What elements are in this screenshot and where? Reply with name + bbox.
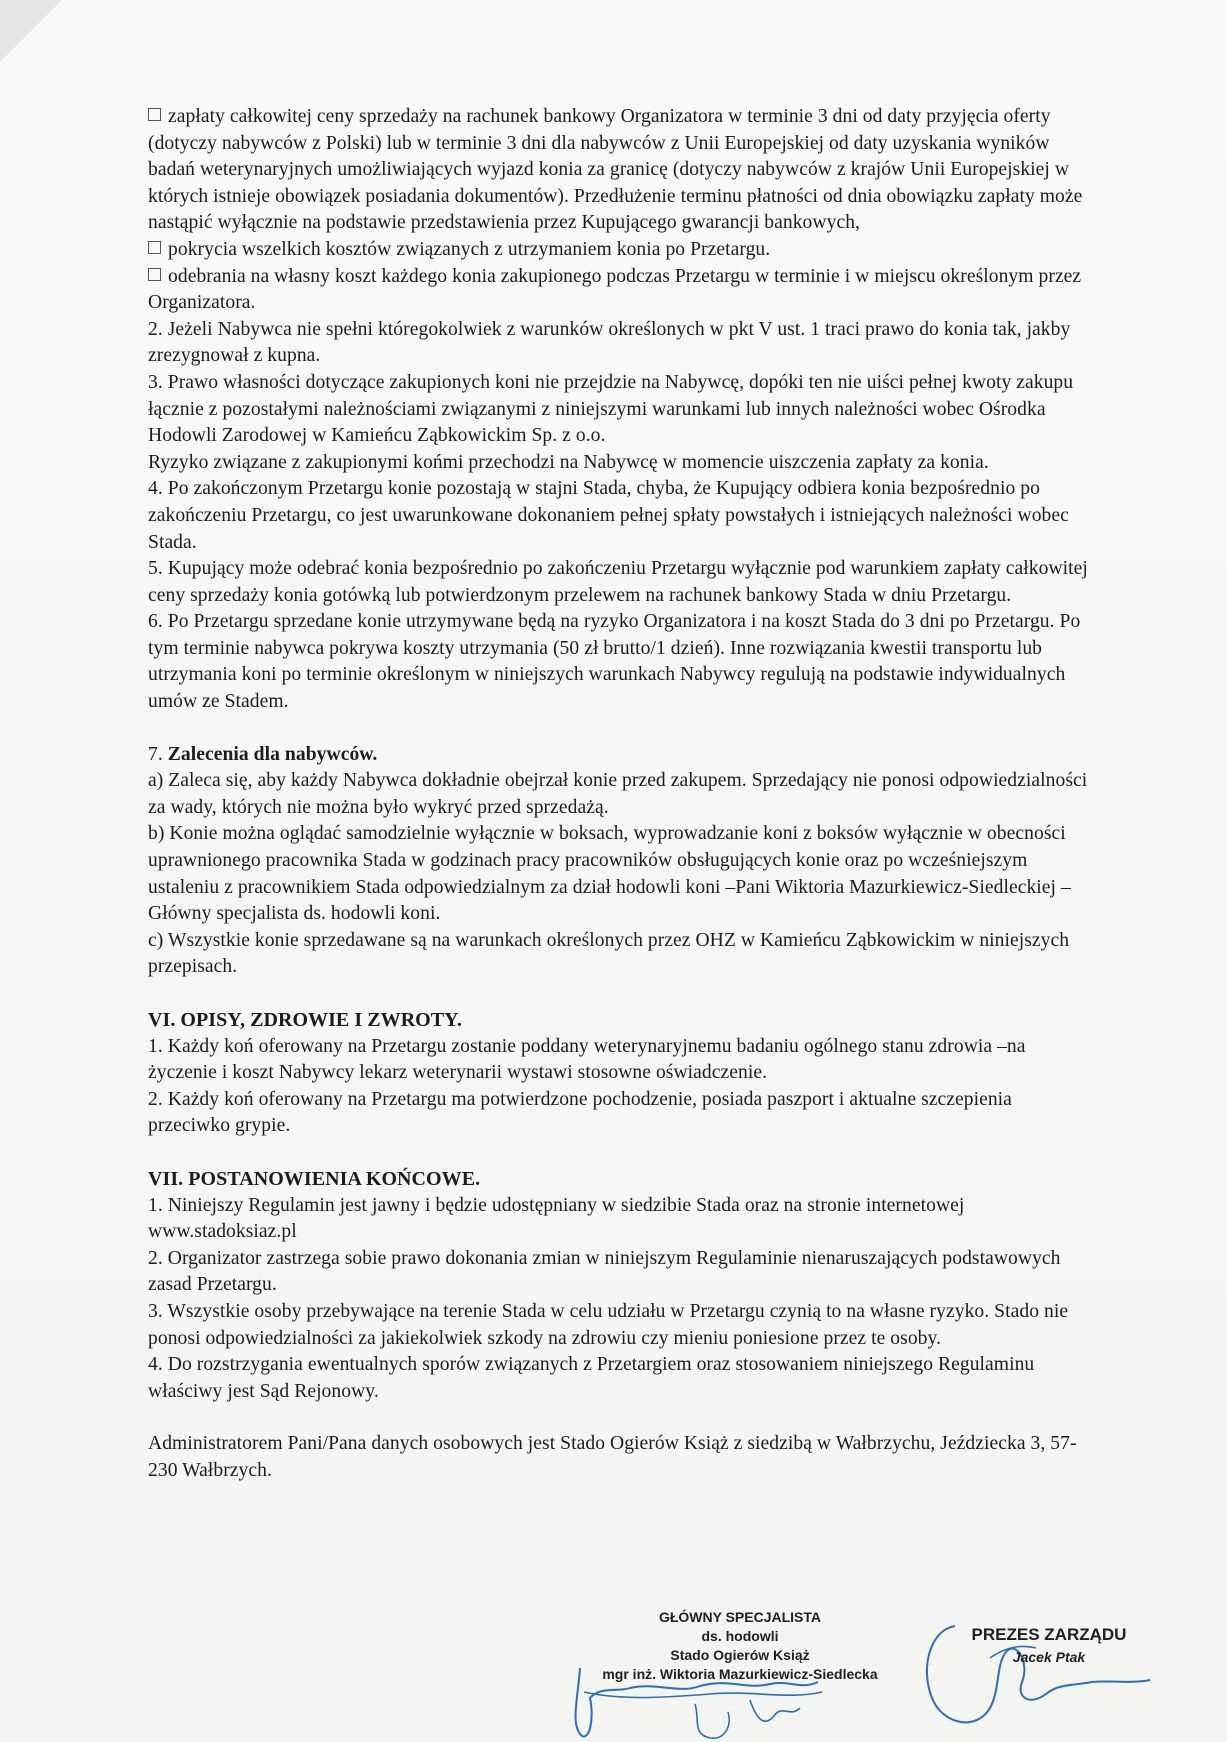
paragraph-3-risk: Ryzyko związane z zakupionymi końmi przechodzi na Nabywcę w momencie uiszczenia zapłaty za konia.: [148, 451, 989, 473]
section-7-a: a) Zaleca się, aby każdy Nabywca dokładnie obejrzał konie przed zakupem. Sprzedający nie ponosi odpowiedzialności za wady, których nie można było wykryć przed sprzedażą.: [148, 770, 1088, 818]
paragraph-2: 2. Jeżeli Nabywca nie spełni któregokolwiek z warunków określonych w pkt V ust. 1 traci prawo do konia tak, jakby zrezygnował z kupna.: [148, 318, 1071, 367]
section-7-b: b) Konie można oglądać samodzielnie wyłącznie w boksach, wyprowadzanie koni z boksów wyłącznie w obecności uprawnionego pracownika Stada w godzinach pracy pracowników obsługujących konie oraz po wcześniejszym ustaleniu z pracownikiem Stada odpowiedzialnym za dział hodowli koni –Pani Wiktoria Mazurkiewicz-Siedleckiej –Główny specjalista ds. hodowli koni.: [148, 823, 1071, 925]
regulation-text: [148, 104, 1098, 1485]
signature-area: [560, 1608, 1180, 1738]
section-vi-item-1: 1. Każdy koń oferowany na Przetargu zostanie poddany weterynaryjnemu badaniu ogólnego stanu zdrowia –na życzenie i koszt Nabywcy lekarz weterynarii wystawi stosowne oświadczenie.: [148, 1035, 1026, 1084]
data-administrator-note: Administratorem Pani/Pana danych osobowych jest Stado Ogierów Książ z siedzibą w Wałbrzychu, Jeździecka 3, 57-230 Wałbrzych.: [148, 1433, 1077, 1481]
stamp-president-name: Jacek Ptak: [1012, 1649, 1086, 1665]
bullet-costs: pokrycia wszelkich kosztów związanych z utrzymaniem konia po Przetargu.: [148, 237, 1098, 264]
section-vii-item-2: 2. Organizator zastrzega sobie prawo dokonania zmian w niniejszym Regulaminie nienaruszających podstawowych zasad Przetargu.: [148, 1247, 1061, 1296]
bullet-payment: zapłaty całkowitej ceny sprzedaży na rachunek bankowy Organizatora w terminie 3 dni od daty przyjęcia oferty (dotyczy nabywców z Polski) lub w terminie 3 dni dla nabywców z Unii Europejskiej od daty uzyskania wyników badań weterynaryjnych umożliwiających wyjazd konia za granicę (dotyczy nabywców z krajów Unii Europejskiej w których istnieje obowiązek posiadania dokumentów). Przedłużenie terminu płatności od dnia obowiązku zapłaty może nastąpić wyłącznie na podstawie przedstawienia przez Kupującego gwarancji bankowych,: [148, 106, 1083, 234]
section-7-heading: 7. Zalecenia dla nabywców.: [148, 743, 378, 765]
section-vii-item-4: 4. Do rozstrzygania ewentualnych sporów związanych z Przetargiem oraz stosowaniem niniejszego Regulaminu właściwy jest Sąd Rejonowy.: [148, 1354, 1035, 1402]
paragraph-5: 5. Kupujący może odebrać konia bezpośrednio po zakończeniu Przetargu wyłącznie pod warunkiem zapłaty całkowitej ceny sprzedaży konia gotówką lub potwierdzonym przelewem na rachunek bankowy Stada w dniu Przetargu.: [148, 558, 1088, 606]
specialist-stamp: [590, 1608, 890, 1684]
stamp-org: Stado Ogierów Książ: [670, 1647, 810, 1663]
paragraph-4: 4. Po zakończonym Przetargu konie pozostają w stajni Stada, chyba, że Kupujący odbiera konia bezpośrednio po zakończeniu Przetargu, co jest uwarunkowane dokonaniem pełnej spłaty powstałych i istniejących należności wobec Stada.: [148, 478, 1069, 553]
checkbox-icon: [148, 268, 161, 281]
bullet-pickup: odebrania na własny koszt każdego konia zakupionego podczas Przetargu w terminie i w miejscu określonym przez Organizatora.: [148, 265, 1082, 314]
president-stamp: [964, 1624, 1134, 1668]
paragraph-3: 3. Prawo własności dotyczące zakupionych koni nie przejdzie na Nabywcę, dopóki ten nie uiści pełnej kwoty zakupu łącznie z pozostałymi należnościami związanymi z niniejszymi warunkami lub innych należności wobec Ośrodka Hodowli Zarodowej w Kamieńcu Ząbkowickim Sp. z o.o.: [148, 371, 1074, 447]
checkbox-icon: [148, 108, 161, 121]
stamp-title: GŁÓWNY SPECJALISTA: [658, 1609, 822, 1625]
section-vi-title: VI. OPISY, ZDROWIE I ZWROTY.: [148, 1009, 462, 1031]
checkbox-icon: [148, 241, 161, 254]
section-vii-item-1: 1. Niniejszy Regulamin jest jawny i będzie udostępniany w siedzibie Stada oraz na stronie internetowej www.stadoksiaz.pl: [148, 1194, 965, 1243]
page-corner-fold: [0, 0, 62, 62]
section-vi-item-2: 2. Każdy koń oferowany na Przetargu ma potwierdzone pochodzenie, posiada paszport i aktualne szczepienia przeciwko grypie.: [148, 1088, 1012, 1137]
paragraph-6: 6. Po Przetargu sprzedane konie utrzymywane będą na ryzyko Organizatora i na koszt Stada do 3 dni po Przetargu. Po tym terminie nabywca pokrywa koszty utrzymania (50 zł brutto/1 dzień). Inne rozwiązania kwestii transportu lub utrzymania koni po terminie określonym w niniejszych warunkach Nabywcy regulują na podstawie indywidualnych umów ze Stadem.: [148, 611, 1081, 713]
stamp-person: mgr inż. Wiktoria Mazurkiewicz-Siedlecka: [602, 1666, 878, 1682]
section-vii-item-3: 3. Wszystkie osoby przebywające na terenie Stada w celu udziału w Przetargu czynią to na własne ryzyko. Stado nie ponosi odpowiedzialności za jakiekolwiek szkody na zdrowiu czy mieniu poniesione przez te osoby.: [148, 1300, 1069, 1349]
section-7-c: c) Wszystkie konie sprzedawane są na warunkach określonych przez OHZ w Kamieńcu Ząbkowickim w niniejszych przepisach.: [148, 929, 1070, 978]
stamp-president-title: PREZES ZARZĄDU: [971, 1625, 1127, 1644]
stamp-dept: ds. hodowli: [701, 1628, 779, 1644]
section-vii-title: VII. POSTANOWIENIA KOŃCOWE.: [148, 1167, 481, 1190]
